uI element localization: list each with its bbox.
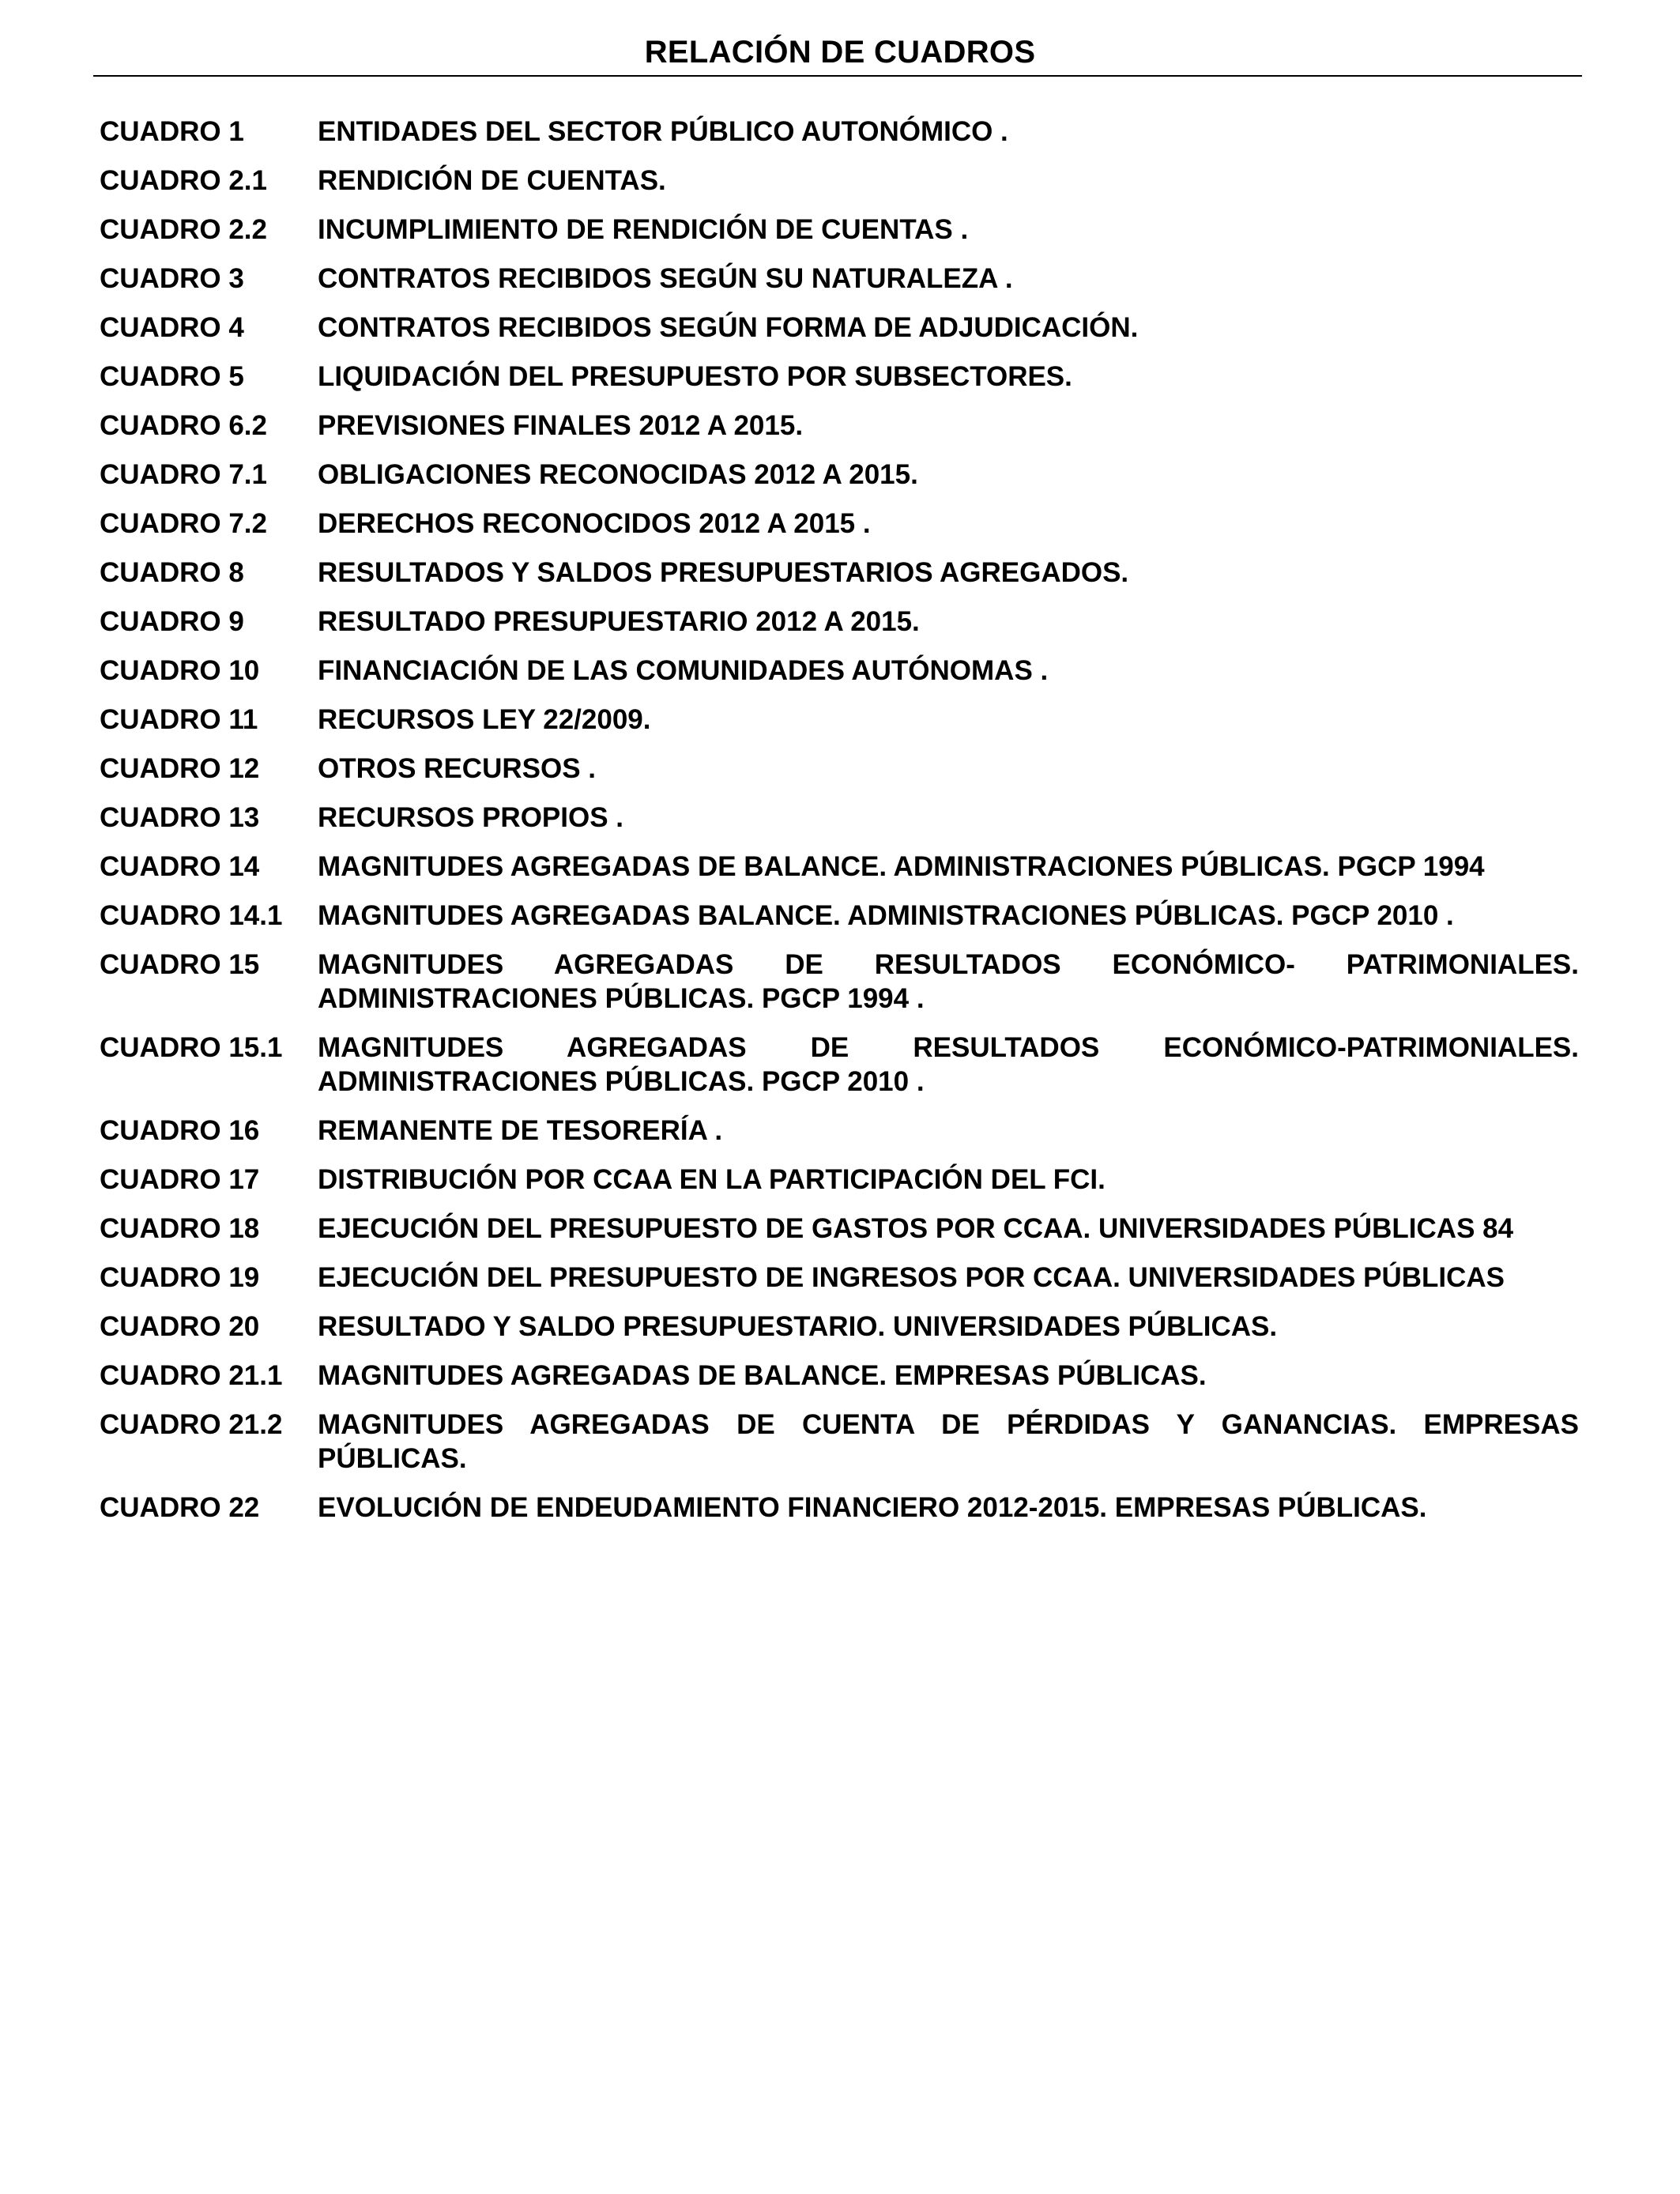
table-number: CUADRO 19	[100, 1262, 260, 1293]
list-item	[100, 156, 1579, 205]
table-number: CUADRO 15.1	[100, 1032, 283, 1063]
table-number: CUADRO 5	[100, 361, 244, 392]
table-title: RESULTADOS Y SALDOS PRESUPUESTARIOS AGREGADOS.	[318, 557, 1129, 588]
list-item	[100, 205, 1579, 254]
table-number: CUADRO 9	[100, 606, 244, 637]
table-title: CONTRATOS RECIBIDOS SEGÚN SU NATURALEZA .	[318, 263, 1013, 294]
table-title: OTROS RECURSOS .	[318, 753, 596, 784]
table-number: CUADRO 10	[100, 655, 260, 686]
table-number: CUADRO 14	[100, 851, 260, 882]
table-title: REMANENTE DE TESORERÍA .	[318, 1115, 723, 1146]
list-item	[100, 303, 1579, 352]
table-number: CUADRO 2.2	[100, 214, 267, 245]
table-number: CUADRO 21.2	[100, 1409, 283, 1440]
list-item	[100, 401, 1579, 450]
table-number: CUADRO 8	[100, 557, 244, 588]
list-item	[100, 647, 1579, 696]
list-item	[100, 745, 1579, 794]
table-title: MAGNITUDES AGREGADAS BALANCE. ADMINISTRACIONES PÚBLICAS. PGCP 2010 .	[318, 900, 1454, 931]
table-title: EVOLUCIÓN DE ENDEUDAMIENTO FINANCIERO 2012-2015. EMPRESAS PÚBLICAS.	[318, 1492, 1427, 1523]
page-title: RELACIÓN DE CUADROS	[644, 35, 1036, 70]
table-number: CUADRO 15	[100, 949, 260, 980]
table-title: RESULTADO PRESUPUESTARIO 2012 A 2015.	[318, 606, 920, 637]
list-item	[100, 1023, 1579, 1106]
list-item	[100, 352, 1579, 401]
list-item	[100, 1253, 1579, 1302]
list-item	[100, 598, 1579, 647]
table-title: DERECHOS RECONOCIDOS 2012 A 2015 .	[318, 508, 871, 539]
table-title: PREVISIONES FINALES 2012 A 2015.	[318, 410, 804, 441]
list-item	[100, 696, 1579, 745]
table-title: MAGNITUDES AGREGADAS DE CUENTA DE PÉRDIDAS Y GANANCIAS. EMPRESAS PÚBLICAS.	[318, 1409, 1579, 1474]
table-number: CUADRO 20	[100, 1311, 260, 1342]
list-item	[100, 450, 1579, 499]
list-item	[100, 1302, 1579, 1351]
table-number: CUADRO 14.1	[100, 900, 283, 931]
table-title: MAGNITUDES AGREGADAS DE RESULTADOS ECONÓMICO-PATRIMONIALES. ADMINISTRACIONES PÚBLICAS. PGCP 2010 .	[318, 1032, 1579, 1097]
list-item	[100, 892, 1579, 941]
table-number: CUADRO 1	[100, 116, 244, 147]
table-number: CUADRO 18	[100, 1213, 260, 1244]
table-number: CUADRO 13	[100, 802, 260, 833]
table-title: MAGNITUDES AGREGADAS DE BALANCE. ADMINISTRACIONES PÚBLICAS. PGCP 1994	[318, 851, 1485, 882]
table-title: CONTRATOS RECIBIDOS SEGÚN FORMA DE ADJUDICACIÓN.	[318, 312, 1139, 343]
list-item	[100, 499, 1579, 548]
table-of-tables-list	[100, 107, 1579, 1532]
table-title: FINANCIACIÓN DE LAS COMUNIDADES AUTÓNOMAS .	[318, 655, 1049, 686]
title-underline	[93, 75, 1582, 77]
table-title: INCUMPLIMIENTO DE RENDICIÓN DE CUENTAS .	[318, 214, 969, 245]
table-number: CUADRO 21.1	[100, 1360, 283, 1391]
list-item	[100, 1155, 1579, 1204]
table-title: OBLIGACIONES RECONOCIDAS 2012 A 2015.	[318, 459, 918, 490]
table-number: CUADRO 17	[100, 1164, 260, 1195]
table-number: CUADRO 7.2	[100, 508, 267, 539]
list-item	[100, 1204, 1579, 1253]
list-item	[100, 1351, 1579, 1400]
table-number: CUADRO 4	[100, 312, 244, 343]
list-item	[100, 1483, 1579, 1532]
table-title: RESULTADO Y SALDO PRESUPUESTARIO. UNIVERSIDADES PÚBLICAS.	[318, 1311, 1278, 1342]
table-title: LIQUIDACIÓN DEL PRESUPUESTO POR SUBSECTORES.	[318, 361, 1072, 392]
table-title: MAGNITUDES AGREGADAS DE BALANCE. EMPRESAS PÚBLICAS.	[318, 1360, 1207, 1391]
table-title: RECURSOS PROPIOS .	[318, 802, 624, 833]
table-title: RECURSOS LEY 22/2009.	[318, 704, 651, 735]
list-item	[100, 548, 1579, 598]
list-item	[100, 794, 1579, 843]
list-item	[100, 941, 1579, 1023]
list-item	[100, 107, 1579, 156]
table-number: CUADRO 11	[100, 704, 258, 735]
table-title: DISTRIBUCIÓN POR CCAA EN LA PARTICIPACIÓN DEL FCI.	[318, 1164, 1106, 1195]
table-title: MAGNITUDES AGREGADAS DE RESULTADOS ECONÓMICO- PATRIMONIALES. ADMINISTRACIONES PÚBLICAS. PGCP 1994 .	[318, 949, 1579, 1014]
table-title: EJECUCIÓN DEL PRESUPUESTO DE INGRESOS POR CCAA. UNIVERSIDADES PÚBLICAS	[318, 1262, 1505, 1293]
table-number: CUADRO 2.1	[100, 165, 267, 196]
table-number: CUADRO 6.2	[100, 410, 267, 441]
list-item	[100, 843, 1579, 892]
table-number: CUADRO 7.1	[100, 459, 267, 490]
list-item	[100, 1106, 1579, 1155]
table-number: CUADRO 3	[100, 263, 244, 294]
table-title: EJECUCIÓN DEL PRESUPUESTO DE GASTOS POR CCAA. UNIVERSIDADES PÚBLICAS 84	[318, 1213, 1514, 1244]
table-number: CUADRO 12	[100, 753, 260, 784]
table-title: ENTIDADES DEL SECTOR PÚBLICO AUTONÓMICO .	[318, 116, 1008, 147]
list-item	[100, 254, 1579, 303]
list-item	[100, 1400, 1579, 1483]
table-title: RENDICIÓN DE CUENTAS.	[318, 165, 666, 196]
table-number: CUADRO 22	[100, 1492, 260, 1523]
table-number: CUADRO 16	[100, 1115, 260, 1146]
